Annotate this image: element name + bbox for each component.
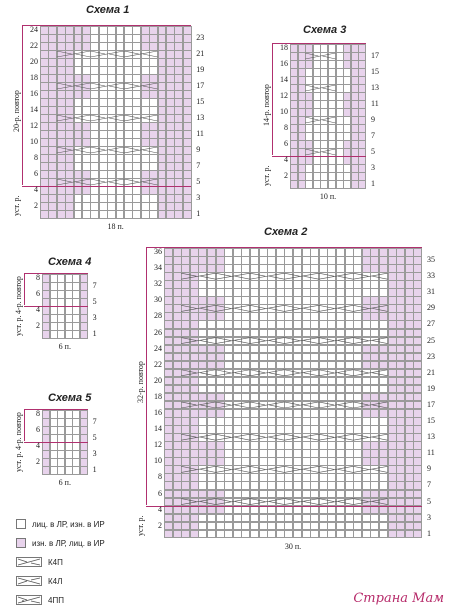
row-number-even: 10	[30, 137, 38, 146]
repeat-label: 4-р. повтор	[14, 412, 23, 451]
cable-cross-mark	[216, 370, 250, 376]
cable-cross-mark	[181, 273, 215, 279]
cable-cross-mark	[181, 338, 215, 344]
cable-cross-mark	[353, 434, 387, 440]
cable-cross-mark	[90, 83, 124, 89]
cable-cross-mark	[216, 402, 250, 408]
row-number-odd: 1	[92, 329, 97, 338]
setup-rows-label: уст. р.	[136, 515, 145, 536]
row-number-even: 2	[36, 457, 40, 466]
row-number-odd: 23	[196, 33, 205, 42]
row-number-even: 2	[36, 321, 40, 330]
row-number-even: 4	[36, 441, 40, 450]
row-number-odd: 3	[427, 512, 431, 522]
row-number-odd: 13	[196, 113, 205, 122]
row-number-odd: 7	[427, 480, 431, 490]
cable-cross-mark	[250, 499, 284, 505]
repeat-label: 4-р. повтор	[14, 276, 23, 315]
setup-rows-label: уст. р.	[14, 315, 23, 336]
row-number-even: 6	[36, 289, 40, 298]
cable-cross-mark	[57, 51, 91, 57]
row-number-even: 18	[280, 43, 288, 52]
cable-cross-mark	[250, 434, 284, 440]
row-number-odd: 17	[427, 399, 435, 409]
row-number-even: 4	[158, 504, 162, 514]
row-number-odd: 5	[92, 433, 97, 442]
cable-cross-mark	[319, 370, 353, 376]
chart-title-4: Схема 4	[48, 256, 92, 268]
row-number-odd: 9	[371, 115, 375, 124]
cable-cross-mark	[284, 499, 318, 505]
row-number-even: 22	[30, 41, 38, 50]
cable-cross-mark	[250, 370, 284, 376]
row-number-odd: 11	[371, 99, 379, 108]
cable-cross-mark	[181, 370, 215, 376]
stitch-count: 6 п.	[58, 342, 71, 351]
cable-cross-mark	[353, 370, 387, 376]
row-number-even: 2	[34, 201, 38, 210]
row-number-odd: 9	[196, 145, 201, 154]
row-number-even: 28	[154, 311, 162, 321]
cable-cross-mark	[90, 51, 124, 57]
cable-cross-mark	[216, 273, 250, 279]
row-number-even: 34	[154, 263, 162, 273]
row-number-even: 24	[154, 343, 162, 353]
cable-right-icon	[16, 557, 42, 567]
cable-cross-mark	[353, 499, 387, 505]
cable-cross-mark	[319, 305, 353, 311]
cable-cross-mark	[124, 179, 158, 185]
row-number-even: 12	[280, 91, 288, 100]
cable-cross-mark	[284, 370, 318, 376]
cable-cross-mark	[250, 338, 284, 344]
purl-symbol-icon	[16, 538, 26, 548]
cable-cross-mark	[250, 305, 284, 311]
cable-cross-mark	[353, 305, 387, 311]
row-number-odd: 11	[196, 129, 204, 138]
cable-cross-mark	[284, 273, 318, 279]
legend-label: 4ПП	[48, 595, 64, 605]
row-number-odd: 5	[92, 297, 97, 306]
row-number-even: 16	[30, 89, 38, 98]
row-number-even: 6	[284, 139, 288, 148]
cable-cross-mark	[216, 434, 250, 440]
setup-rows-label: уст. р.	[12, 195, 21, 216]
row-number-odd: 35	[427, 255, 435, 265]
cable-symbols	[164, 248, 422, 538]
row-number-odd: 7	[371, 131, 375, 140]
stitch-count: 30 п.	[284, 541, 302, 551]
cable-cross-mark	[124, 115, 158, 121]
row-number-odd: 9	[427, 464, 431, 474]
row-number-even: 18	[154, 391, 162, 401]
cable-cross-mark	[181, 434, 215, 440]
row-number-odd: 7	[92, 417, 97, 426]
row-number-odd: 5	[427, 496, 431, 506]
cable-cross-mark	[124, 51, 158, 57]
row-number-even: 8	[34, 153, 38, 162]
row-number-even: 6	[34, 169, 38, 178]
row-number-odd: 25	[427, 335, 435, 345]
row-number-odd: 19	[427, 383, 435, 393]
chart-title-3: Схема 3	[303, 24, 347, 36]
cable-cross-mark	[353, 273, 387, 279]
repeat-label: 14-р. повтор	[262, 84, 271, 127]
row-number-odd: 1	[427, 528, 431, 538]
row-number-even: 32	[154, 279, 162, 289]
row-number-odd: 33	[427, 271, 435, 281]
row-number-odd: 17	[371, 51, 379, 60]
row-number-odd: 5	[371, 147, 375, 156]
row-number-even: 10	[280, 107, 288, 116]
row-number-odd: 11	[427, 448, 435, 458]
row-number-odd: 1	[92, 465, 97, 474]
cable-cross-mark	[250, 402, 284, 408]
cable-cross-mark	[353, 338, 387, 344]
row-number-odd: 7	[196, 161, 201, 170]
cable-symbols	[42, 274, 88, 338]
cable-cross-mark	[124, 147, 158, 153]
row-number-odd: 29	[427, 303, 435, 313]
legend-item-k4p	[16, 556, 63, 568]
row-number-odd: 13	[371, 83, 379, 92]
site-watermark: Страна Мам	[353, 591, 444, 606]
cable-cross-mark	[181, 466, 215, 472]
row-number-odd: 5	[196, 177, 201, 186]
row-number-even: 36	[154, 247, 162, 256]
row-number-even: 18	[30, 73, 38, 82]
cable-purl-right-icon	[16, 595, 42, 605]
repeat-label: 20-р. повтор	[12, 90, 21, 133]
cable-cross-mark	[57, 83, 91, 89]
legend-label: К4Л	[48, 576, 63, 586]
row-number-even: 4	[284, 155, 288, 164]
row-number-odd: 17	[196, 81, 205, 90]
row-number-even: 14	[154, 424, 162, 434]
cable-cross-mark	[90, 147, 124, 153]
row-number-odd: 15	[196, 97, 205, 106]
row-number-even: 12	[154, 440, 162, 450]
cable-cross-mark	[124, 83, 158, 89]
stitch-count: 6 п.	[58, 478, 71, 487]
cable-cross-mark	[305, 149, 335, 155]
cable-cross-mark	[57, 179, 91, 185]
cable-cross-mark	[250, 466, 284, 472]
row-number-even: 12	[30, 121, 38, 130]
cable-cross-mark	[305, 85, 335, 91]
row-number-even: 24	[30, 25, 38, 34]
stitch-count: 18 п.	[107, 222, 124, 231]
row-number-odd: 3	[92, 313, 97, 322]
cable-cross-mark	[284, 434, 318, 440]
chart-title-1: Схема 1	[86, 4, 130, 16]
legend-label: лиц. в ЛР, изн. в ИР	[32, 519, 105, 529]
row-number-even: 8	[158, 472, 162, 482]
row-number-odd: 15	[371, 67, 379, 76]
row-number-odd: 3	[371, 163, 375, 172]
cable-cross-mark	[319, 434, 353, 440]
legend-item-purl	[16, 537, 105, 549]
row-number-even: 30	[154, 295, 162, 305]
row-number-even: 8	[36, 409, 40, 418]
cable-cross-mark	[284, 402, 318, 408]
row-number-odd: 23	[427, 351, 435, 361]
legend-item-knit	[16, 518, 105, 530]
legend-item-k4l	[16, 575, 62, 587]
row-number-odd: 31	[427, 287, 435, 297]
legend-item-4pp	[16, 594, 64, 606]
cable-cross-mark	[353, 402, 387, 408]
cable-cross-mark	[57, 115, 91, 121]
cable-left-icon	[16, 576, 42, 586]
row-number-odd: 7	[92, 281, 97, 290]
cable-cross-mark	[216, 499, 250, 505]
cable-cross-mark	[181, 402, 215, 408]
row-number-odd: 3	[196, 193, 201, 202]
cable-cross-mark	[284, 305, 318, 311]
chart-title-2: Схема 2	[264, 226, 308, 238]
row-number-odd: 15	[427, 416, 435, 426]
cable-cross-mark	[90, 115, 124, 121]
row-number-odd: 27	[427, 319, 435, 329]
cable-symbols	[290, 44, 366, 188]
row-number-even: 4	[36, 305, 40, 314]
legend-label: изн. в ЛР, лиц. в ИР	[32, 538, 105, 548]
setup-rows-label: уст. р.	[262, 165, 271, 186]
setup-rows-label: уст. р.	[14, 451, 23, 472]
row-number-odd: 21	[196, 49, 205, 58]
cable-cross-mark	[319, 466, 353, 472]
row-number-odd: 21	[427, 367, 435, 377]
cable-cross-mark	[216, 338, 250, 344]
cable-cross-mark	[57, 147, 91, 153]
cable-cross-mark	[319, 338, 353, 344]
cable-cross-mark	[250, 273, 284, 279]
cable-cross-mark	[216, 305, 250, 311]
cable-cross-mark	[181, 305, 215, 311]
cable-cross-mark	[284, 466, 318, 472]
row-number-even: 14	[30, 105, 38, 114]
cable-symbols	[42, 410, 88, 474]
row-number-even: 26	[154, 327, 162, 337]
knit-symbol-icon	[16, 519, 26, 529]
cable-cross-mark	[305, 53, 335, 59]
row-number-odd: 19	[196, 65, 205, 74]
cable-cross-mark	[216, 466, 250, 472]
row-number-even: 16	[154, 408, 162, 417]
cable-cross-mark	[353, 466, 387, 472]
row-number-even: 14	[280, 75, 288, 84]
row-number-odd: 1	[371, 179, 375, 188]
row-number-odd: 1	[196, 209, 201, 218]
row-number-odd: 13	[427, 432, 435, 442]
chart-title-5: Схема 5	[48, 392, 92, 404]
row-number-even: 16	[280, 59, 288, 68]
cable-cross-mark	[284, 338, 318, 344]
row-number-even: 20	[154, 375, 162, 385]
cable-cross-mark	[181, 499, 215, 505]
row-number-even: 10	[154, 456, 162, 466]
cable-cross-mark	[319, 273, 353, 279]
row-number-even: 8	[284, 123, 288, 132]
row-number-even: 6	[158, 488, 162, 498]
row-number-even: 6	[36, 425, 40, 434]
cable-symbols	[40, 26, 191, 218]
cable-cross-mark	[319, 402, 353, 408]
row-number-even: 20	[30, 57, 38, 66]
cable-cross-mark	[90, 179, 124, 185]
stitch-count: 10 п.	[319, 192, 337, 201]
cable-cross-mark	[305, 117, 335, 123]
row-number-even: 2	[158, 520, 162, 530]
row-number-odd: 3	[92, 449, 97, 458]
row-number-even: 8	[36, 273, 40, 282]
repeat-label: 32-р. повтор	[136, 361, 145, 404]
row-number-even: 2	[284, 171, 288, 180]
cable-cross-mark	[319, 499, 353, 505]
row-number-even: 4	[34, 185, 38, 194]
legend-label: К4П	[48, 557, 63, 567]
row-number-even: 22	[154, 359, 162, 369]
